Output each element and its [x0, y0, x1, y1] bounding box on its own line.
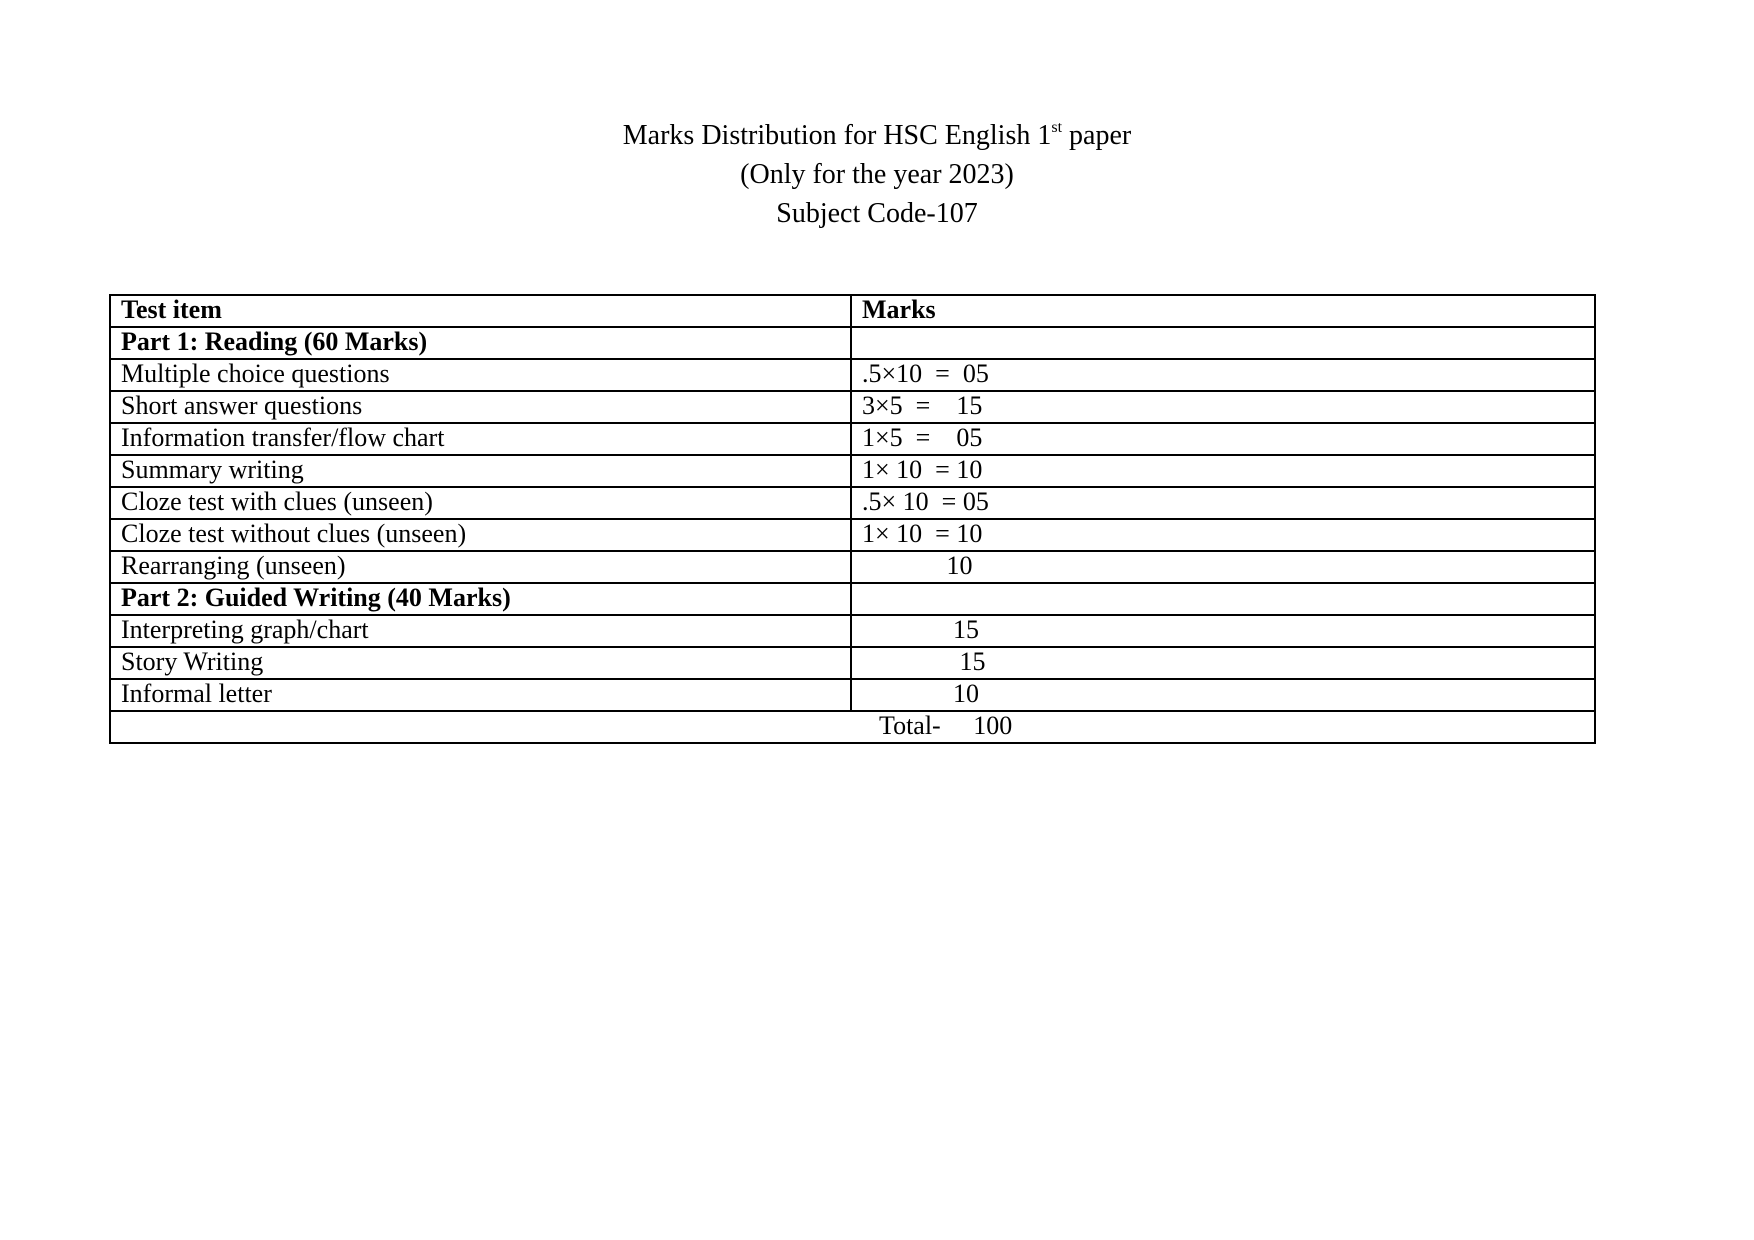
- row-item: Interpreting graph/chart: [110, 615, 851, 647]
- title-line-3: Subject Code-107: [776, 198, 978, 229]
- title-suffix-text: paper: [1062, 120, 1132, 151]
- table-header-row: [110, 295, 1595, 327]
- title-line-1: [0, 116, 1754, 155]
- document-title: [0, 116, 1754, 233]
- total-cell: [110, 711, 1595, 743]
- row-marks: 1× 10 = 10: [851, 519, 1595, 551]
- table-row: [110, 423, 1595, 455]
- table-row: [110, 551, 1595, 583]
- table-row: [110, 647, 1595, 679]
- header-test-item: Test item: [110, 295, 851, 327]
- row-item: Cloze test without clues (unseen): [110, 519, 851, 551]
- row-marks: [851, 583, 1595, 615]
- table-row: [110, 615, 1595, 647]
- table-row: [110, 327, 1595, 359]
- row-item: Cloze test with clues (unseen): [110, 487, 851, 519]
- row-marks: 15: [851, 647, 1595, 679]
- table-row: [110, 487, 1595, 519]
- table-row: [110, 359, 1595, 391]
- row-marks: 1× 10 = 10: [851, 455, 1595, 487]
- row-item: Rearranging (unseen): [110, 551, 851, 583]
- table-row: [110, 583, 1595, 615]
- title-line-2: (Only for the year 2023): [740, 159, 1014, 190]
- marks-distribution-table: [109, 294, 1596, 744]
- table-row: [110, 391, 1595, 423]
- table-row: [110, 679, 1595, 711]
- row-item: Summary writing: [110, 455, 851, 487]
- row-marks: 15: [851, 615, 1595, 647]
- table-total-row: [110, 711, 1595, 743]
- row-marks: [851, 327, 1595, 359]
- title-main-text: Marks Distribution for HSC English 1: [622, 120, 1052, 151]
- row-item: Part 2: Guided Writing (40 Marks): [110, 583, 851, 615]
- total-value: Total- 100: [879, 711, 1013, 740]
- table-row: [110, 455, 1595, 487]
- row-marks: .5× 10 = 05: [851, 487, 1595, 519]
- row-item: Story Writing: [110, 647, 851, 679]
- header-marks: Marks: [851, 295, 1595, 327]
- row-marks: 1×5 = 05: [851, 423, 1595, 455]
- row-marks: 10: [851, 679, 1595, 711]
- row-marks: 10: [851, 551, 1595, 583]
- title-superscript: st: [1051, 119, 1063, 136]
- row-item: Short answer questions: [110, 391, 851, 423]
- row-item: Information transfer/flow chart: [110, 423, 851, 455]
- row-item: Multiple choice questions: [110, 359, 851, 391]
- row-marks: 3×5 = 15: [851, 391, 1595, 423]
- row-marks: .5×10 = 05: [851, 359, 1595, 391]
- row-item: Informal letter: [110, 679, 851, 711]
- table-row: [110, 519, 1595, 551]
- row-item: Part 1: Reading (60 Marks): [110, 327, 851, 359]
